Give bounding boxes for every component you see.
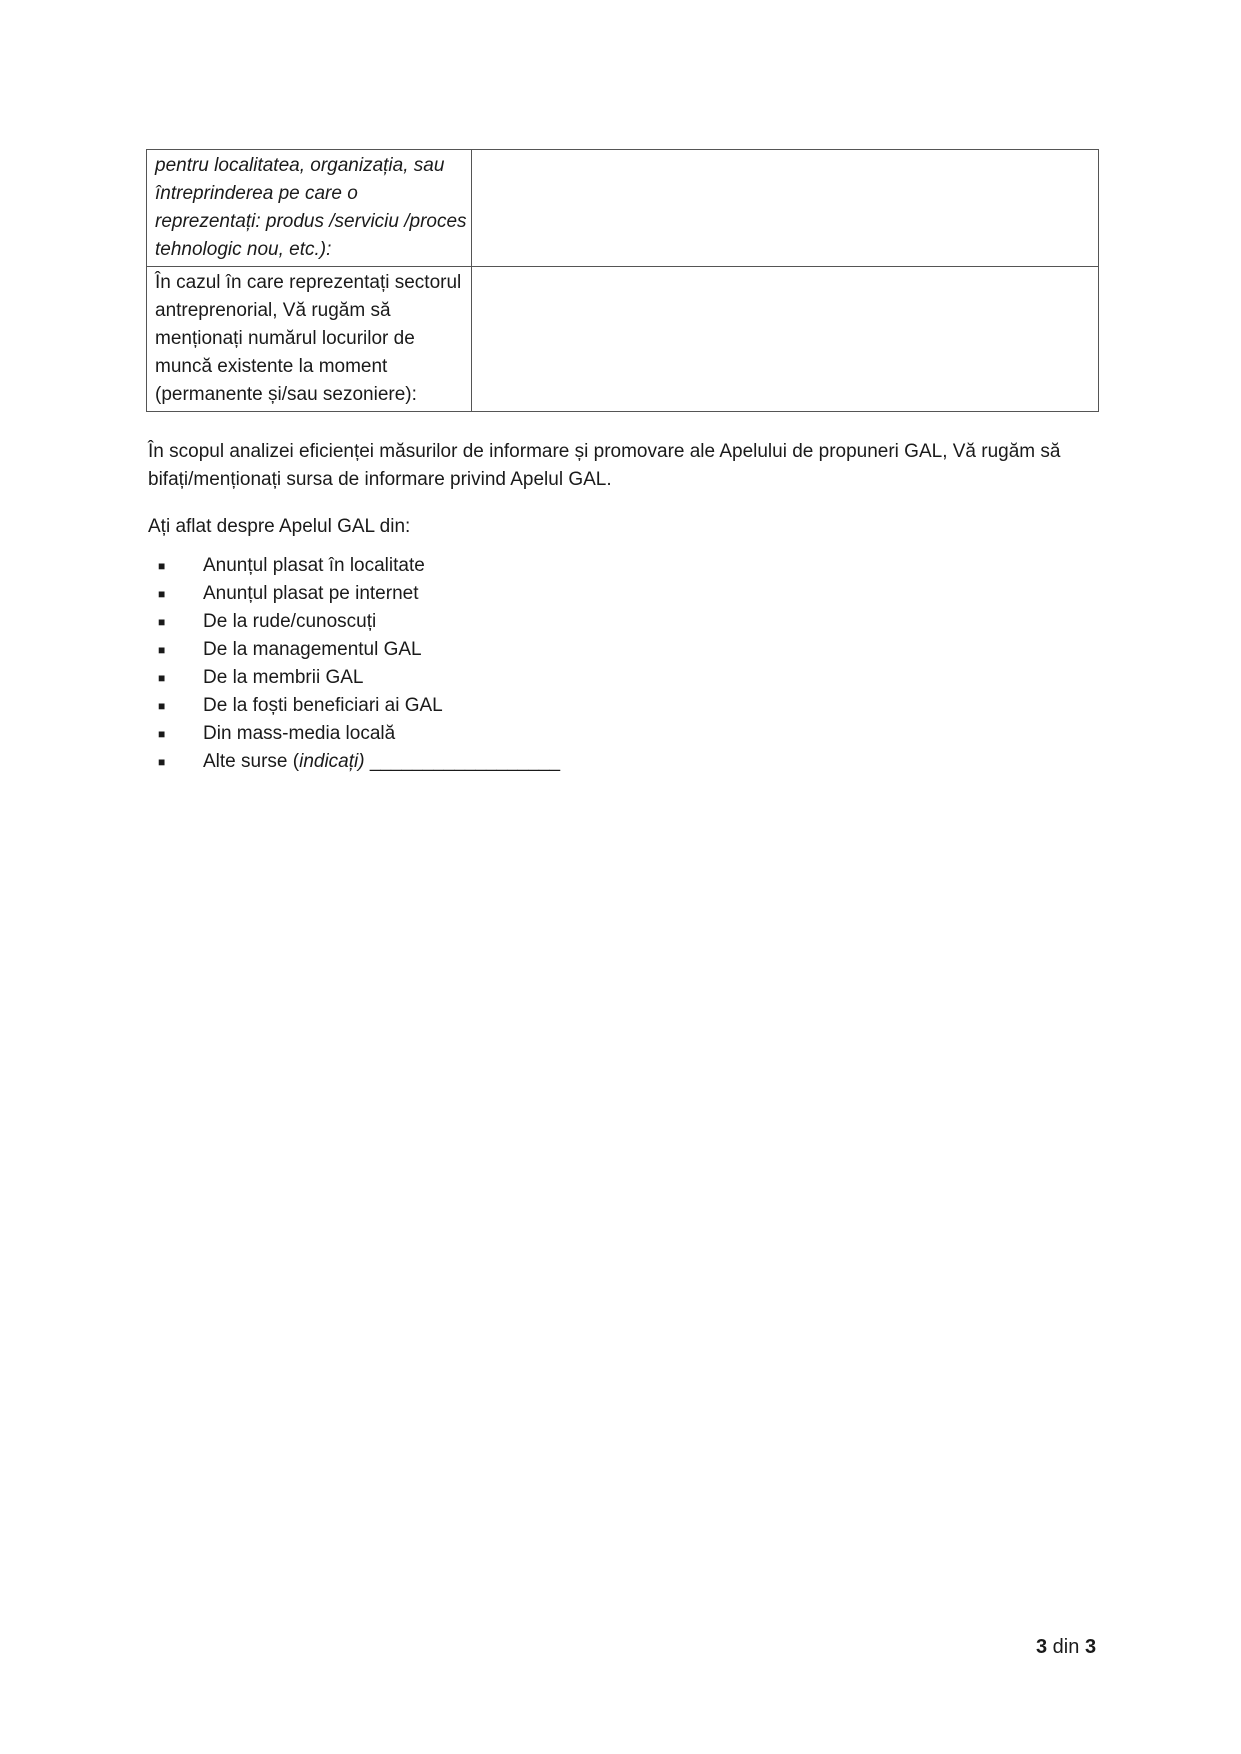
list-item[interactable] (148, 692, 560, 720)
option-label: De la foști beneficiari ai GAL (203, 695, 443, 716)
list-item[interactable] (148, 664, 560, 692)
square-bullet-icon: ■ (158, 559, 166, 573)
list-item[interactable] (148, 636, 560, 664)
row-label: pentru localitatea, organizația, sau întreprinderea pe care o reprezentați: produs /serviciu /proces tehnologic nou, etc.): (147, 150, 472, 267)
square-bullet-icon: ■ (158, 727, 166, 741)
page-total: 3 (1084, 1636, 1097, 1658)
page-current: 3 (1036, 1636, 1048, 1658)
list-item-other[interactable] (148, 748, 560, 776)
list-item[interactable] (148, 552, 560, 580)
option-label: Din mass-media locală (203, 723, 396, 744)
option-label: De la rude/cunoscuți (203, 611, 377, 632)
square-bullet-icon: ■ (158, 615, 166, 629)
square-bullet-icon: ■ (158, 643, 166, 657)
page-number (1036, 1636, 1096, 1659)
table-row (147, 150, 1099, 267)
question-text: Ați aflat despre Apelul GAL din: (148, 516, 411, 537)
square-bullet-icon: ■ (158, 671, 166, 685)
option-label: Anunțul plasat pe internet (203, 583, 419, 604)
row-label: În cazul în care reprezentați sectorul antreprenorial, Vă rugăm să menționați numărul locurilor de muncă existente la moment (permanente și/sau sezoniere): (147, 267, 472, 412)
square-bullet-icon: ■ (158, 699, 166, 713)
list-item[interactable] (148, 580, 560, 608)
row-value-field[interactable] (472, 150, 1099, 267)
other-blank-line[interactable]: __________________ (364, 751, 561, 772)
option-label: De la membrii GAL (203, 667, 364, 688)
table-row (147, 267, 1099, 412)
other-prefix: Alte surse ( (203, 751, 300, 772)
row-value-field[interactable] (472, 267, 1099, 412)
option-label (203, 748, 560, 776)
info-table (146, 149, 1099, 412)
info-paragraph: În scopul analizei eficienței măsurilor de informare și promovare ale Apelului de propuneri GAL, Vă rugăm să bifați/menționați sursa de informare privind Apelul GAL. (148, 441, 1061, 490)
list-item[interactable] (148, 720, 560, 748)
option-label: De la managementul GAL (203, 639, 422, 660)
option-label: Anunțul plasat în localitate (203, 555, 425, 576)
other-italic: indicați) (299, 751, 365, 772)
square-bullet-icon: ■ (158, 755, 166, 769)
square-bullet-icon: ■ (158, 587, 166, 601)
list-item[interactable] (148, 608, 560, 636)
page-sep: din (1047, 1636, 1085, 1658)
source-options-list (148, 552, 560, 776)
